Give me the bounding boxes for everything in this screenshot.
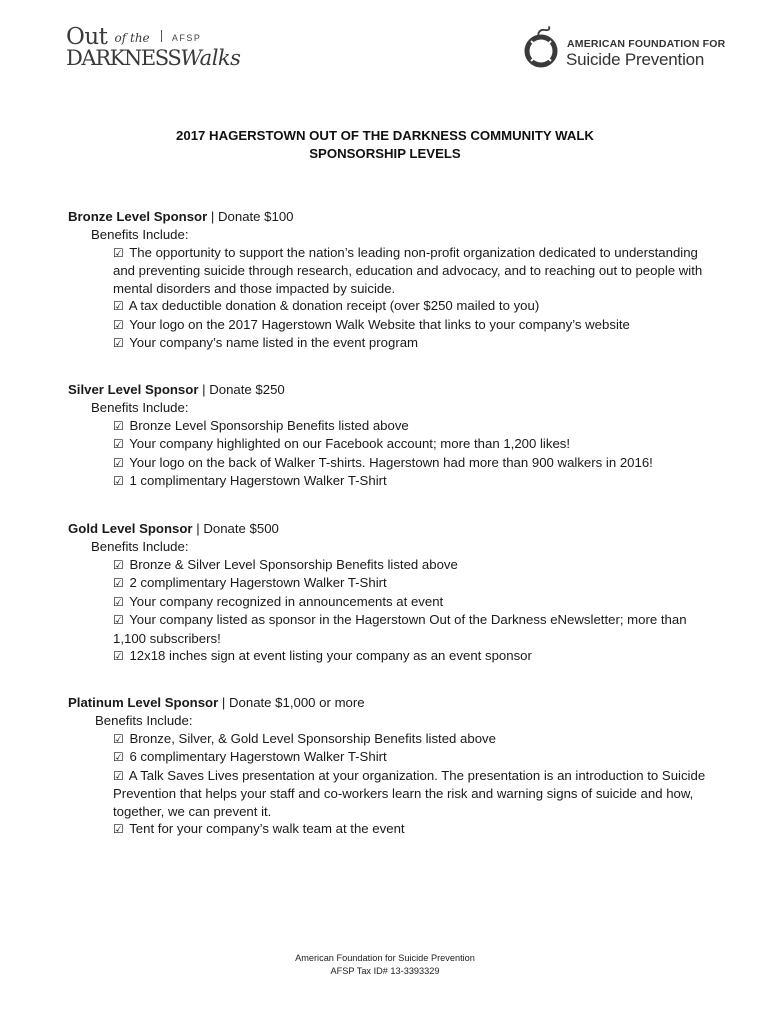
out-of-the-darkness-walks-logo	[66, 24, 256, 70]
sponsor-level-name: Gold Level Sponsor	[68, 521, 193, 536]
logo-divider	[161, 30, 162, 42]
checkbox-icon: ☑	[113, 558, 124, 572]
page-footer	[0, 952, 770, 978]
list-item	[113, 417, 708, 435]
benefits-label: Benefits Include:	[91, 400, 189, 415]
logo-walks-text: Walks	[180, 46, 241, 70]
list-item	[113, 593, 708, 611]
list-item	[113, 472, 708, 490]
checkbox-icon: ☑	[113, 768, 124, 783]
benefit-text: Your logo on the 2017 Hagerstown Walk Website that links to your company’s website	[129, 316, 630, 332]
list-item	[113, 767, 708, 820]
list-item	[113, 334, 708, 352]
logo-afsp-text: AFSP	[171, 33, 202, 43]
donation-amount: | Donate $1,000 or more	[221, 695, 365, 710]
benefit-text: 6 complimentary Hagerstown Walker T-Shirt	[129, 749, 387, 765]
checkbox-icon: ☑	[113, 246, 124, 260]
list-item	[113, 556, 708, 574]
benefit-text: Your logo on the back of Walker T-shirts. Hagerstown had more than 900 walkers in 2016!	[129, 454, 653, 470]
benefits-label: Benefits Include:	[95, 713, 193, 728]
benefit-text: 1 complimentary Hagerstown Walker T-Shirt	[129, 473, 387, 489]
checkbox-icon: ☑	[113, 437, 124, 452]
footer-tax-id: AFSP Tax ID# 13-3393329	[330, 966, 440, 976]
platinum-sponsor-section	[68, 694, 708, 838]
benefit-text: Bronze Level Sponsorship Benefits listed above	[129, 418, 409, 433]
benefit-text: Your company’s name listed in the event program	[129, 335, 419, 351]
benefit-text: Bronze, Silver, & Gold Level Sponsorship Benefits listed above	[129, 731, 496, 746]
checkbox-icon: ☑	[113, 336, 124, 351]
list-item	[113, 297, 708, 315]
list-item	[113, 435, 708, 453]
checkbox-icon: ☑	[113, 822, 124, 837]
benefit-text: Your company listed as sponsor in the Hagerstown Out of the Darkness eNewsletter; more than 1,100 subscribers!	[113, 612, 687, 646]
checkbox-icon: ☑	[113, 613, 124, 628]
sponsor-level-name: Bronze Level Sponsor	[68, 209, 208, 224]
list-item	[113, 820, 708, 838]
benefit-text: A tax deductible donation & donation receipt (over $250 mailed to you)	[128, 298, 540, 314]
list-item	[113, 611, 708, 647]
afsp-logo	[522, 26, 726, 72]
list-item	[113, 748, 708, 766]
footer-org-name: American Foundation for Suicide Prevention	[295, 953, 475, 963]
list-item	[113, 454, 708, 472]
section-heading	[68, 520, 708, 538]
checkbox-icon: ☑	[113, 750, 124, 765]
title-line-1: 2017 HAGERSTOWN OUT OF THE DARKNESS COMMUNITY WALK	[176, 128, 594, 143]
logo-line2	[66, 46, 240, 70]
gold-sponsor-section	[68, 520, 708, 665]
benefit-text: A Talk Saves Lives presentation at your organization. The presentation is an introduction to Suicide Prevention that helps your staff and co-workers learn the risk and warning signs of suicide and how, together, we can prevent it.	[113, 767, 706, 819]
benefit-text: Bronze & Silver Level Sponsorship Benefits listed above	[129, 557, 458, 572]
benefits-label: Benefits Include:	[91, 539, 189, 554]
section-heading	[68, 208, 708, 226]
afsp-logo-line1: AMERICAN FOUNDATION FOR	[567, 38, 726, 50]
donation-amount: | Donate $100	[210, 209, 294, 224]
checkbox-icon: ☑	[113, 455, 124, 470]
benefits-list	[68, 556, 708, 665]
list-item	[113, 574, 708, 592]
benefit-text: Your company highlighted on our Facebook account; more than 1,200 likes!	[129, 436, 571, 452]
checkbox-icon: ☑	[113, 576, 124, 591]
checkbox-icon: ☑	[113, 594, 124, 609]
title-line-2: SPONSORSHIP LEVELS	[309, 146, 461, 161]
benefit-text: The opportunity to support the nation’s leading non-profit organization dedicated to understanding and preventing suicide through research, education and advocacy, and to reaching out to people with mental disorders and those impacted by suicide.	[113, 245, 703, 296]
silver-sponsor-section	[68, 381, 708, 491]
list-item	[113, 647, 708, 665]
benefits-list	[68, 730, 708, 838]
benefit-text: 2 complimentary Hagerstown Walker T-Shirt	[129, 575, 387, 591]
benefits-list	[68, 244, 708, 352]
list-item	[113, 730, 708, 748]
benefit-text: Tent for your company’s walk team at the event	[129, 821, 405, 837]
checkbox-icon: ☑	[113, 317, 124, 332]
checkbox-icon: ☑	[113, 649, 124, 664]
logo-out-text: Out	[66, 24, 108, 50]
list-item	[113, 244, 708, 297]
benefit-text: Your company recognized in announcements at event	[129, 593, 444, 609]
benefits-list	[68, 417, 708, 491]
sponsor-level-name: Platinum Level Sponsor	[68, 695, 219, 710]
checkbox-icon: ☑	[113, 419, 124, 433]
logo-darkness-text: DARKNESS	[66, 46, 181, 70]
list-item	[113, 316, 708, 334]
benefits-label: Benefits Include:	[91, 227, 189, 242]
checkbox-icon: ☑	[113, 299, 124, 314]
donation-amount: | Donate $250	[202, 382, 285, 397]
checkbox-icon: ☑	[113, 474, 124, 489]
logo-of-the-text: of the	[114, 31, 150, 45]
bronze-sponsor-section	[68, 208, 708, 352]
checkbox-icon: ☑	[113, 732, 124, 746]
benefit-text: 12x18 inches sign at event listing your company as an event sponsor	[129, 648, 532, 664]
afsp-lifesaver-icon	[522, 26, 562, 70]
afsp-logo-line2: Suicide Prevention	[566, 50, 705, 69]
sponsor-level-name: Silver Level Sponsor	[68, 382, 199, 397]
donation-amount: | Donate $500	[196, 521, 279, 536]
document-title	[0, 127, 770, 163]
section-heading	[68, 381, 708, 399]
section-heading	[68, 694, 708, 712]
